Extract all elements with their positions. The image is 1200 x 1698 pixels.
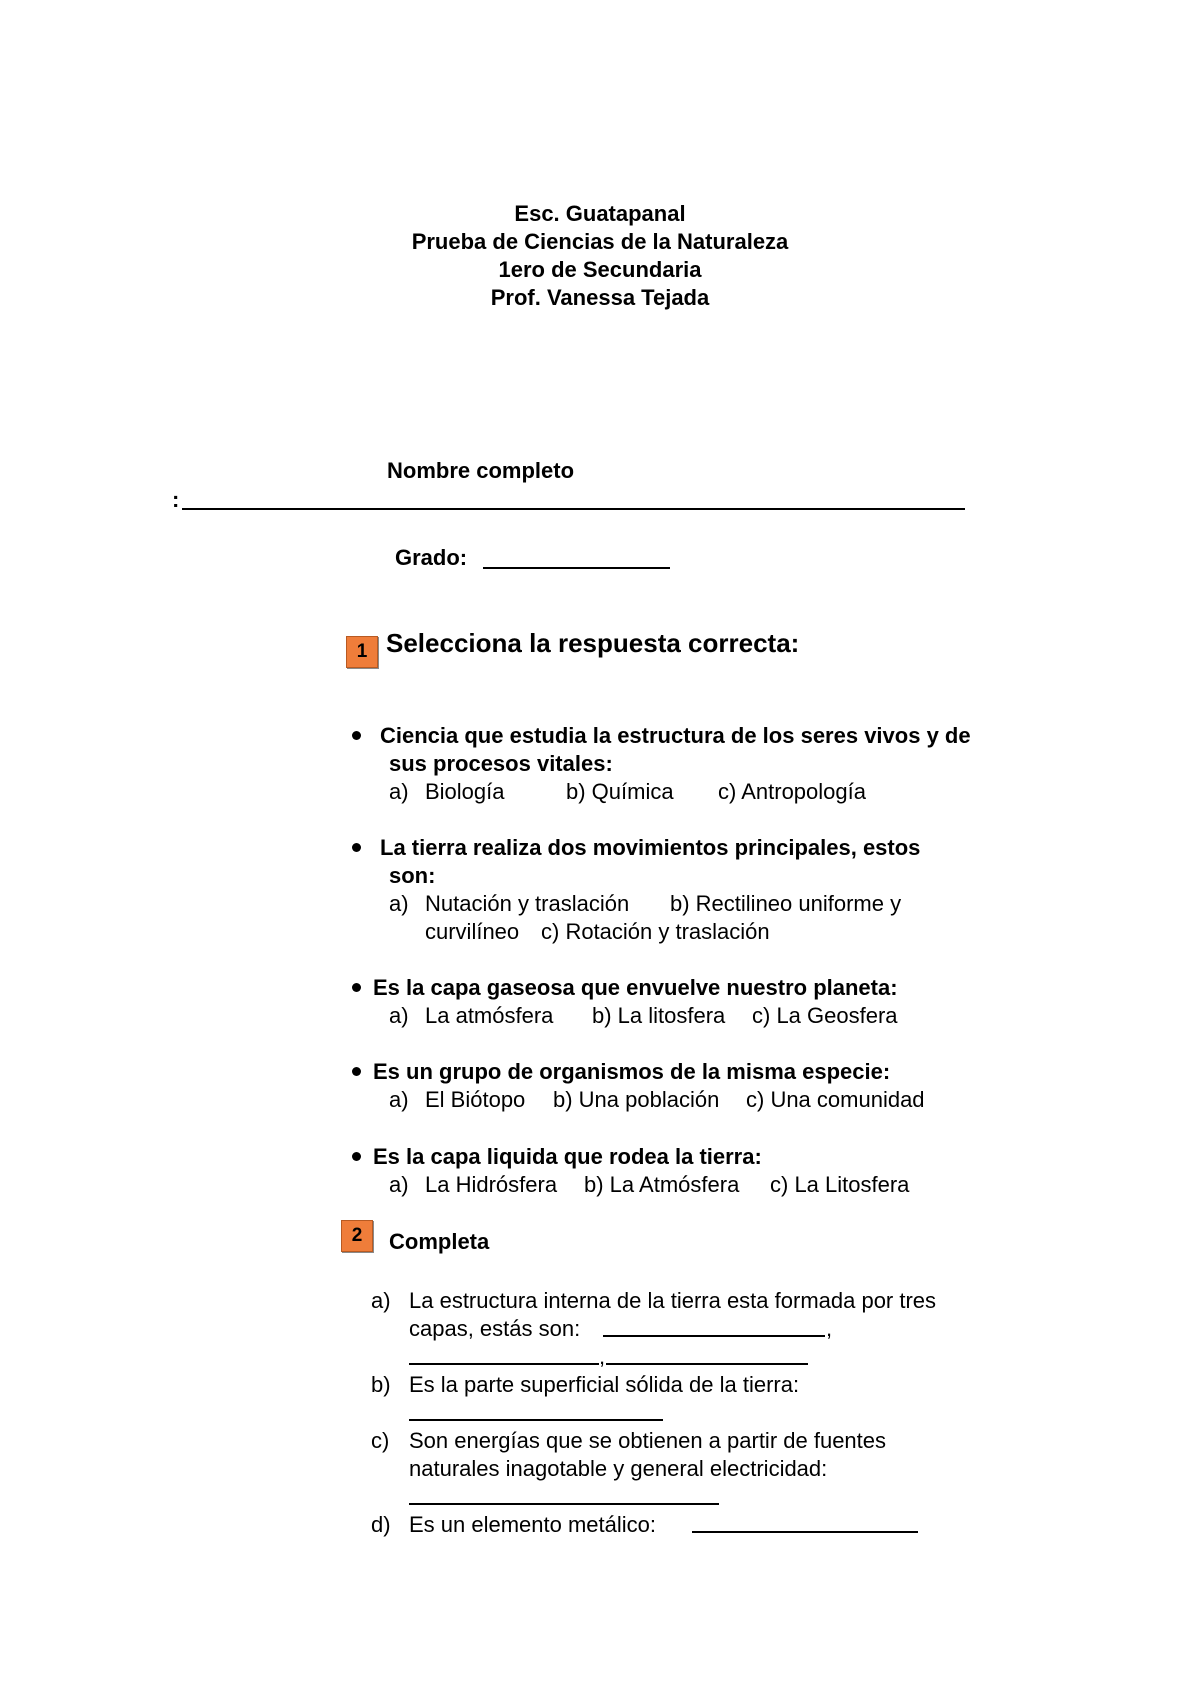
- item-b-blank[interactable]: [409, 1419, 663, 1421]
- q3-opt-a-letter: a): [389, 1003, 409, 1028]
- section-2-title: Completa: [389, 1229, 490, 1254]
- name-answer-line[interactable]: [182, 508, 965, 510]
- item-a-line1: La estructura interna de la tierra esta formada por tres: [409, 1288, 937, 1313]
- q2-line1: La tierra realiza dos movimientos principales, estos: [380, 835, 921, 860]
- bullet-icon: [352, 983, 361, 992]
- q1-opt-a[interactable]: Biología: [425, 779, 505, 804]
- item-b-line1: Es la parte superficial sólida de la tierra:: [409, 1372, 800, 1397]
- q2-line2: son:: [389, 863, 436, 888]
- q2-opt-b-cont[interactable]: curvilíneo: [425, 919, 520, 944]
- name-colon: :: [172, 487, 180, 512]
- item-d-letter: d): [371, 1512, 391, 1537]
- q1-opt-b[interactable]: b) Química: [566, 779, 674, 804]
- item-a-line2: capas, estás son:: [409, 1316, 581, 1341]
- q4-opt-a-letter: a): [389, 1087, 409, 1112]
- grade-answer-line[interactable]: [483, 567, 670, 569]
- q2-opt-a-letter: a): [389, 891, 409, 916]
- section-1-title: Selecciona la respuesta correcta:: [386, 628, 800, 658]
- item-d-blank[interactable]: [692, 1531, 918, 1533]
- bullet-icon: [352, 1067, 361, 1076]
- item-a-blank-2[interactable]: [409, 1363, 599, 1365]
- item-a-comma-2: ,: [599, 1344, 606, 1369]
- item-c-line1: Son energías que se obtienen a partir de fuentes: [409, 1428, 887, 1453]
- q3-opt-c[interactable]: c) La Geosfera: [752, 1003, 898, 1028]
- q1-opt-a-letter: a): [389, 779, 409, 804]
- section-1-badge: 1: [346, 636, 378, 668]
- q4-opt-c[interactable]: c) Una comunidad: [746, 1087, 925, 1112]
- q4-line1: Es un grupo de organismos de la misma especie:: [373, 1059, 891, 1084]
- teacher-name: Prof. Vanessa Tejada: [490, 285, 710, 310]
- bullet-icon: [352, 843, 361, 852]
- q3-opt-a[interactable]: La atmósfera: [425, 1003, 554, 1028]
- school-name: Esc. Guatapanal: [514, 201, 686, 226]
- q2-opt-a[interactable]: Nutación y traslación: [425, 891, 630, 916]
- item-c-blank[interactable]: [409, 1503, 719, 1505]
- q1-line1: Ciencia que estudia la estructura de los seres vivos y de: [380, 723, 971, 748]
- q5-opt-a[interactable]: La Hidrósfera: [425, 1172, 558, 1197]
- q3-line1: Es la capa gaseosa que envuelve nuestro planeta:: [373, 975, 898, 1000]
- bullet-icon: [352, 731, 361, 740]
- section-2-badge: 2: [341, 1220, 373, 1252]
- q3-opt-b[interactable]: b) La litosfera: [592, 1003, 726, 1028]
- item-a-comma: ,: [826, 1316, 833, 1341]
- q4-opt-b[interactable]: b) Una población: [553, 1087, 720, 1112]
- q2-opt-c[interactable]: c) Rotación y traslación: [541, 919, 770, 944]
- q5-opt-b[interactable]: b) La Atmósfera: [584, 1172, 740, 1197]
- q2-opt-b[interactable]: b) Rectilineo uniforme y: [670, 891, 902, 916]
- q1-line2: sus procesos vitales:: [389, 751, 613, 776]
- item-b-letter: b): [371, 1372, 391, 1397]
- bullet-icon: [352, 1152, 361, 1161]
- item-d-line1: Es un elemento metálico:: [409, 1512, 657, 1537]
- q1-opt-c[interactable]: c) Antropología: [718, 779, 866, 804]
- item-c-line2: naturales inagotable y general electricidad:: [409, 1456, 828, 1481]
- q5-opt-c[interactable]: c) La Litosfera: [770, 1172, 910, 1197]
- q5-opt-a-letter: a): [389, 1172, 409, 1197]
- grade-label: Grado:: [395, 545, 468, 570]
- item-c-letter: c): [371, 1428, 390, 1453]
- item-a-blank-3[interactable]: [606, 1363, 808, 1365]
- exam-title: Prueba de Ciencias de la Naturaleza: [411, 229, 789, 254]
- item-a-blank-1[interactable]: [603, 1335, 825, 1337]
- item-a-letter: a): [371, 1288, 391, 1313]
- grade-level: 1ero de Secundaria: [498, 257, 702, 282]
- q5-line1: Es la capa liquida que rodea la tierra:: [373, 1144, 762, 1169]
- name-label: Nombre completo: [387, 458, 575, 483]
- q4-opt-a[interactable]: El Biótopo: [425, 1087, 526, 1112]
